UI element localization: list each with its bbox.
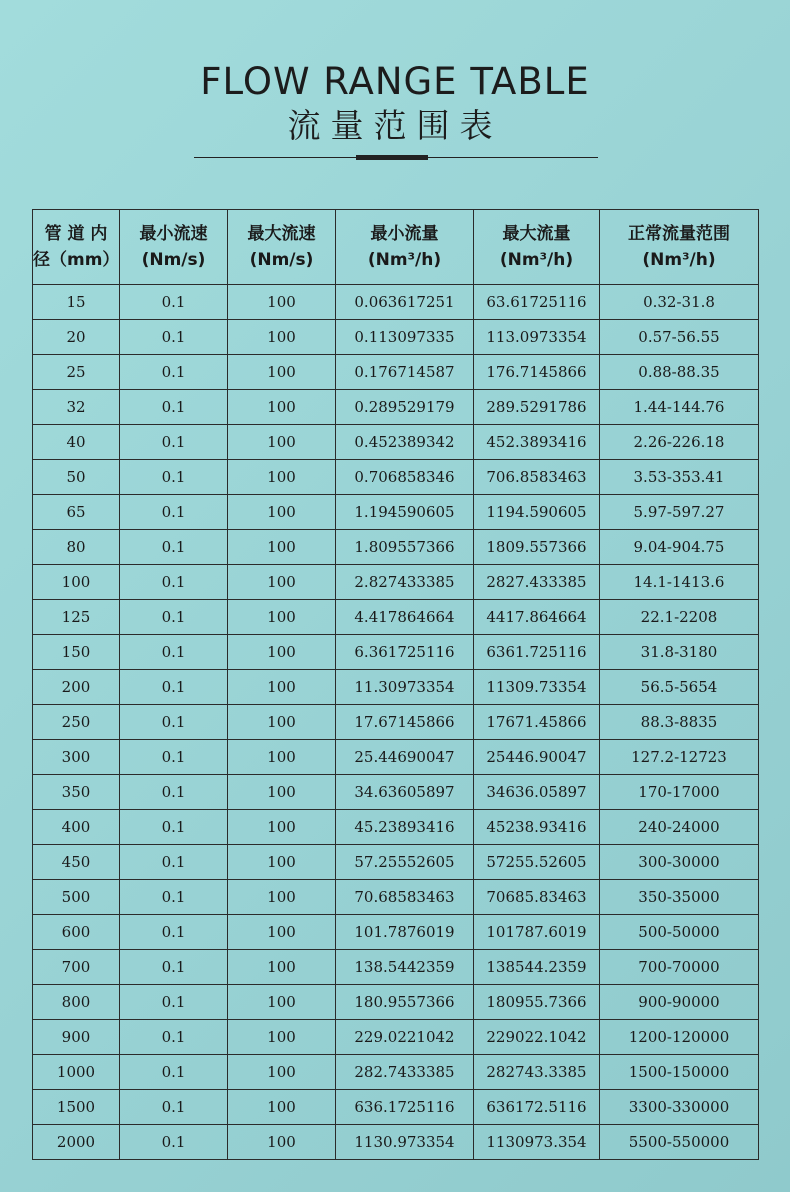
cell-max-flow: 57255.52605 <box>474 845 600 880</box>
cell-min-flow: 2.827433385 <box>336 565 474 600</box>
cell-min-velocity: 0.1 <box>120 810 228 845</box>
cell-min-velocity: 0.1 <box>120 1090 228 1125</box>
cell-min-flow: 34.63605897 <box>336 775 474 810</box>
cell-min-velocity: 0.1 <box>120 985 228 1020</box>
cell-min-velocity: 0.1 <box>120 530 228 565</box>
header-label: 最小流速 <box>139 224 208 244</box>
cell-min-flow: 4.417864664 <box>336 600 474 635</box>
table-row <box>33 810 759 845</box>
table-row <box>33 495 759 530</box>
cell-max-flow: 4417.864664 <box>474 600 600 635</box>
cell-max-flow: 63.61725116 <box>474 285 600 320</box>
cell-max-flow: 706.8583463 <box>474 460 600 495</box>
cell-min-velocity: 0.1 <box>120 950 228 985</box>
cell-normal-flow-range: 3300-330000 <box>600 1090 759 1125</box>
cell-max-velocity: 100 <box>228 565 336 600</box>
cell-normal-flow-range: 900-90000 <box>600 985 759 1020</box>
cell-pipe-diameter: 500 <box>33 880 120 915</box>
table-row <box>33 740 759 775</box>
cell-pipe-diameter: 900 <box>33 1020 120 1055</box>
table-body <box>33 285 759 1160</box>
cell-min-flow: 25.44690047 <box>336 740 474 775</box>
cell-normal-flow-range: 2.26-226.18 <box>600 425 759 460</box>
title-divider-accent <box>356 155 428 160</box>
table-row <box>33 880 759 915</box>
cell-min-velocity: 0.1 <box>120 775 228 810</box>
cell-max-velocity: 100 <box>228 775 336 810</box>
cell-max-velocity: 100 <box>228 1090 336 1125</box>
cell-min-velocity: 0.1 <box>120 740 228 775</box>
cell-min-flow: 57.25552605 <box>336 845 474 880</box>
cell-min-velocity: 0.1 <box>120 460 228 495</box>
cell-max-velocity: 100 <box>228 320 336 355</box>
header-unit: (Nm³/h) <box>499 250 574 270</box>
header-unit: (Nm/s) <box>141 250 206 270</box>
cell-pipe-diameter: 450 <box>33 845 120 880</box>
header-unit: 径（mm） <box>33 250 120 270</box>
cell-min-flow: 0.176714587 <box>336 355 474 390</box>
cell-pipe-diameter: 20 <box>33 320 120 355</box>
cell-max-flow: 17671.45866 <box>474 705 600 740</box>
table-row <box>33 390 759 425</box>
cell-min-flow: 282.7433385 <box>336 1055 474 1090</box>
table-row <box>33 670 759 705</box>
table-row <box>33 530 759 565</box>
cell-min-flow: 6.361725116 <box>336 635 474 670</box>
cell-min-velocity: 0.1 <box>120 705 228 740</box>
cell-max-velocity: 100 <box>228 495 336 530</box>
cell-pipe-diameter: 80 <box>33 530 120 565</box>
cell-min-flow: 138.5442359 <box>336 950 474 985</box>
cell-max-velocity: 100 <box>228 705 336 740</box>
cell-min-velocity: 0.1 <box>120 1125 228 1160</box>
cell-min-flow: 229.0221042 <box>336 1020 474 1055</box>
cell-normal-flow-range: 700-70000 <box>600 950 759 985</box>
cell-max-velocity: 100 <box>228 1020 336 1055</box>
table-row <box>33 565 759 600</box>
header-max-velocity <box>228 210 336 285</box>
table-row <box>33 1020 759 1055</box>
header-label: 最大流量 <box>502 224 571 244</box>
cell-max-flow: 229022.1042 <box>474 1020 600 1055</box>
cell-normal-flow-range: 300-30000 <box>600 845 759 880</box>
cell-normal-flow-range: 170-17000 <box>600 775 759 810</box>
cell-normal-flow-range: 56.5-5654 <box>600 670 759 705</box>
cell-max-velocity: 100 <box>228 740 336 775</box>
header-normal-flow-range <box>600 210 759 285</box>
header-max-flow <box>474 210 600 285</box>
cell-max-flow: 138544.2359 <box>474 950 600 985</box>
cell-pipe-diameter: 1500 <box>33 1090 120 1125</box>
cell-max-velocity: 100 <box>228 670 336 705</box>
header-unit: (Nm/s) <box>249 250 314 270</box>
cell-pipe-diameter: 350 <box>33 775 120 810</box>
cell-max-velocity: 100 <box>228 880 336 915</box>
cell-max-flow: 25446.90047 <box>474 740 600 775</box>
cell-min-flow: 180.9557366 <box>336 985 474 1020</box>
cell-max-flow: 70685.83463 <box>474 880 600 915</box>
cell-min-velocity: 0.1 <box>120 915 228 950</box>
header-pipe-diameter <box>33 210 120 285</box>
cell-min-velocity: 0.1 <box>120 845 228 880</box>
table-row <box>33 845 759 880</box>
cell-normal-flow-range: 31.8-3180 <box>600 635 759 670</box>
cell-max-velocity: 100 <box>228 845 336 880</box>
cell-max-velocity: 100 <box>228 915 336 950</box>
table-row <box>33 320 759 355</box>
cell-pipe-diameter: 250 <box>33 705 120 740</box>
cell-min-flow: 1130.973354 <box>336 1125 474 1160</box>
cell-pipe-diameter: 400 <box>33 810 120 845</box>
cell-normal-flow-range: 88.3-8835 <box>600 705 759 740</box>
cell-normal-flow-range: 0.32-31.8 <box>600 285 759 320</box>
cell-min-flow: 70.68583463 <box>336 880 474 915</box>
cell-min-flow: 11.30973354 <box>336 670 474 705</box>
cell-pipe-diameter: 65 <box>33 495 120 530</box>
header-label: 管 道 内 <box>44 224 108 244</box>
table-row <box>33 985 759 1020</box>
cell-normal-flow-range: 350-35000 <box>600 880 759 915</box>
cell-normal-flow-range: 5.97-597.27 <box>600 495 759 530</box>
cell-pipe-diameter: 125 <box>33 600 120 635</box>
cell-max-flow: 180955.7366 <box>474 985 600 1020</box>
cell-min-velocity: 0.1 <box>120 635 228 670</box>
cell-min-flow: 1.194590605 <box>336 495 474 530</box>
cell-max-velocity: 100 <box>228 1125 336 1160</box>
cell-min-velocity: 0.1 <box>120 600 228 635</box>
cell-max-velocity: 100 <box>228 355 336 390</box>
cell-min-flow: 0.452389342 <box>336 425 474 460</box>
cell-max-flow: 2827.433385 <box>474 565 600 600</box>
cell-max-velocity: 100 <box>228 950 336 985</box>
cell-pipe-diameter: 40 <box>33 425 120 460</box>
cell-max-velocity: 100 <box>228 810 336 845</box>
cell-min-velocity: 0.1 <box>120 670 228 705</box>
cell-max-velocity: 100 <box>228 390 336 425</box>
cell-normal-flow-range: 1200-120000 <box>600 1020 759 1055</box>
header-min-flow <box>336 210 474 285</box>
cell-pipe-diameter: 700 <box>33 950 120 985</box>
cell-min-flow: 45.23893416 <box>336 810 474 845</box>
table-row <box>33 915 759 950</box>
cell-min-velocity: 0.1 <box>120 880 228 915</box>
table-row <box>33 1125 759 1160</box>
cell-max-velocity: 100 <box>228 285 336 320</box>
table-row <box>33 635 759 670</box>
cell-min-flow: 101.7876019 <box>336 915 474 950</box>
table-row <box>33 705 759 740</box>
cell-normal-flow-range: 0.57-56.55 <box>600 320 759 355</box>
cell-min-velocity: 0.1 <box>120 355 228 390</box>
cell-normal-flow-range: 5500-550000 <box>600 1125 759 1160</box>
cell-max-flow: 452.3893416 <box>474 425 600 460</box>
header-unit: (Nm³/h) <box>642 250 716 270</box>
cell-normal-flow-range: 500-50000 <box>600 915 759 950</box>
cell-max-flow: 1194.590605 <box>474 495 600 530</box>
cell-min-velocity: 0.1 <box>120 1055 228 1090</box>
cell-max-flow: 1130973.354 <box>474 1125 600 1160</box>
header-min-velocity <box>120 210 228 285</box>
page-title-english: FLOW RANGE TABLE <box>200 60 590 103</box>
cell-max-flow: 113.0973354 <box>474 320 600 355</box>
cell-min-velocity: 0.1 <box>120 1020 228 1055</box>
cell-pipe-diameter: 150 <box>33 635 120 670</box>
cell-normal-flow-range: 22.1-2208 <box>600 600 759 635</box>
cell-max-flow: 636172.5116 <box>474 1090 600 1125</box>
cell-normal-flow-range: 1500-150000 <box>600 1055 759 1090</box>
cell-min-flow: 636.1725116 <box>336 1090 474 1125</box>
cell-max-flow: 289.5291786 <box>474 390 600 425</box>
cell-pipe-diameter: 15 <box>33 285 120 320</box>
cell-normal-flow-range: 240-24000 <box>600 810 759 845</box>
table-row <box>33 1055 759 1090</box>
table-row <box>33 950 759 985</box>
cell-min-flow: 0.113097335 <box>336 320 474 355</box>
table-row <box>33 460 759 495</box>
cell-pipe-diameter: 800 <box>33 985 120 1020</box>
cell-min-velocity: 0.1 <box>120 390 228 425</box>
cell-max-velocity: 100 <box>228 530 336 565</box>
table-row <box>33 425 759 460</box>
cell-min-velocity: 0.1 <box>120 320 228 355</box>
cell-max-flow: 101787.6019 <box>474 915 600 950</box>
cell-min-velocity: 0.1 <box>120 565 228 600</box>
cell-pipe-diameter: 2000 <box>33 1125 120 1160</box>
cell-normal-flow-range: 0.88-88.35 <box>600 355 759 390</box>
flow-range-table <box>32 209 759 1160</box>
cell-max-velocity: 100 <box>228 985 336 1020</box>
cell-min-flow: 0.289529179 <box>336 390 474 425</box>
cell-min-velocity: 0.1 <box>120 285 228 320</box>
cell-max-velocity: 100 <box>228 635 336 670</box>
cell-max-flow: 1809.557366 <box>474 530 600 565</box>
cell-max-flow: 45238.93416 <box>474 810 600 845</box>
cell-max-velocity: 100 <box>228 460 336 495</box>
cell-normal-flow-range: 9.04-904.75 <box>600 530 759 565</box>
cell-pipe-diameter: 25 <box>33 355 120 390</box>
cell-max-flow: 6361.725116 <box>474 635 600 670</box>
cell-normal-flow-range: 1.44-144.76 <box>600 390 759 425</box>
cell-min-flow: 17.67145866 <box>336 705 474 740</box>
cell-max-flow: 34636.05897 <box>474 775 600 810</box>
page-title-chinese: 流量范围表 <box>287 106 503 145</box>
table-header-row <box>33 210 759 285</box>
table-row <box>33 1090 759 1125</box>
cell-normal-flow-range: 3.53-353.41 <box>600 460 759 495</box>
cell-min-flow: 0.063617251 <box>336 285 474 320</box>
cell-min-velocity: 0.1 <box>120 425 228 460</box>
cell-max-flow: 176.7145866 <box>474 355 600 390</box>
table-row <box>33 285 759 320</box>
table-row <box>33 355 759 390</box>
cell-pipe-diameter: 50 <box>33 460 120 495</box>
cell-pipe-diameter: 32 <box>33 390 120 425</box>
cell-pipe-diameter: 100 <box>33 565 120 600</box>
cell-pipe-diameter: 600 <box>33 915 120 950</box>
cell-max-velocity: 100 <box>228 1055 336 1090</box>
cell-max-flow: 11309.73354 <box>474 670 600 705</box>
header-unit: (Nm³/h) <box>367 250 442 270</box>
cell-pipe-diameter: 300 <box>33 740 120 775</box>
cell-min-flow: 0.706858346 <box>336 460 474 495</box>
cell-pipe-diameter: 1000 <box>33 1055 120 1090</box>
cell-min-flow: 1.809557366 <box>336 530 474 565</box>
cell-max-velocity: 100 <box>228 425 336 460</box>
cell-pipe-diameter: 200 <box>33 670 120 705</box>
cell-min-velocity: 0.1 <box>120 495 228 530</box>
table-row <box>33 775 759 810</box>
cell-normal-flow-range: 14.1-1413.6 <box>600 565 759 600</box>
header-label: 正常流量范围 <box>628 224 730 244</box>
header-label: 最大流速 <box>247 224 316 244</box>
cell-max-flow: 282743.3385 <box>474 1055 600 1090</box>
cell-max-velocity: 100 <box>228 600 336 635</box>
table-row <box>33 600 759 635</box>
cell-normal-flow-range: 127.2-12723 <box>600 740 759 775</box>
header-label: 最小流量 <box>370 224 439 244</box>
